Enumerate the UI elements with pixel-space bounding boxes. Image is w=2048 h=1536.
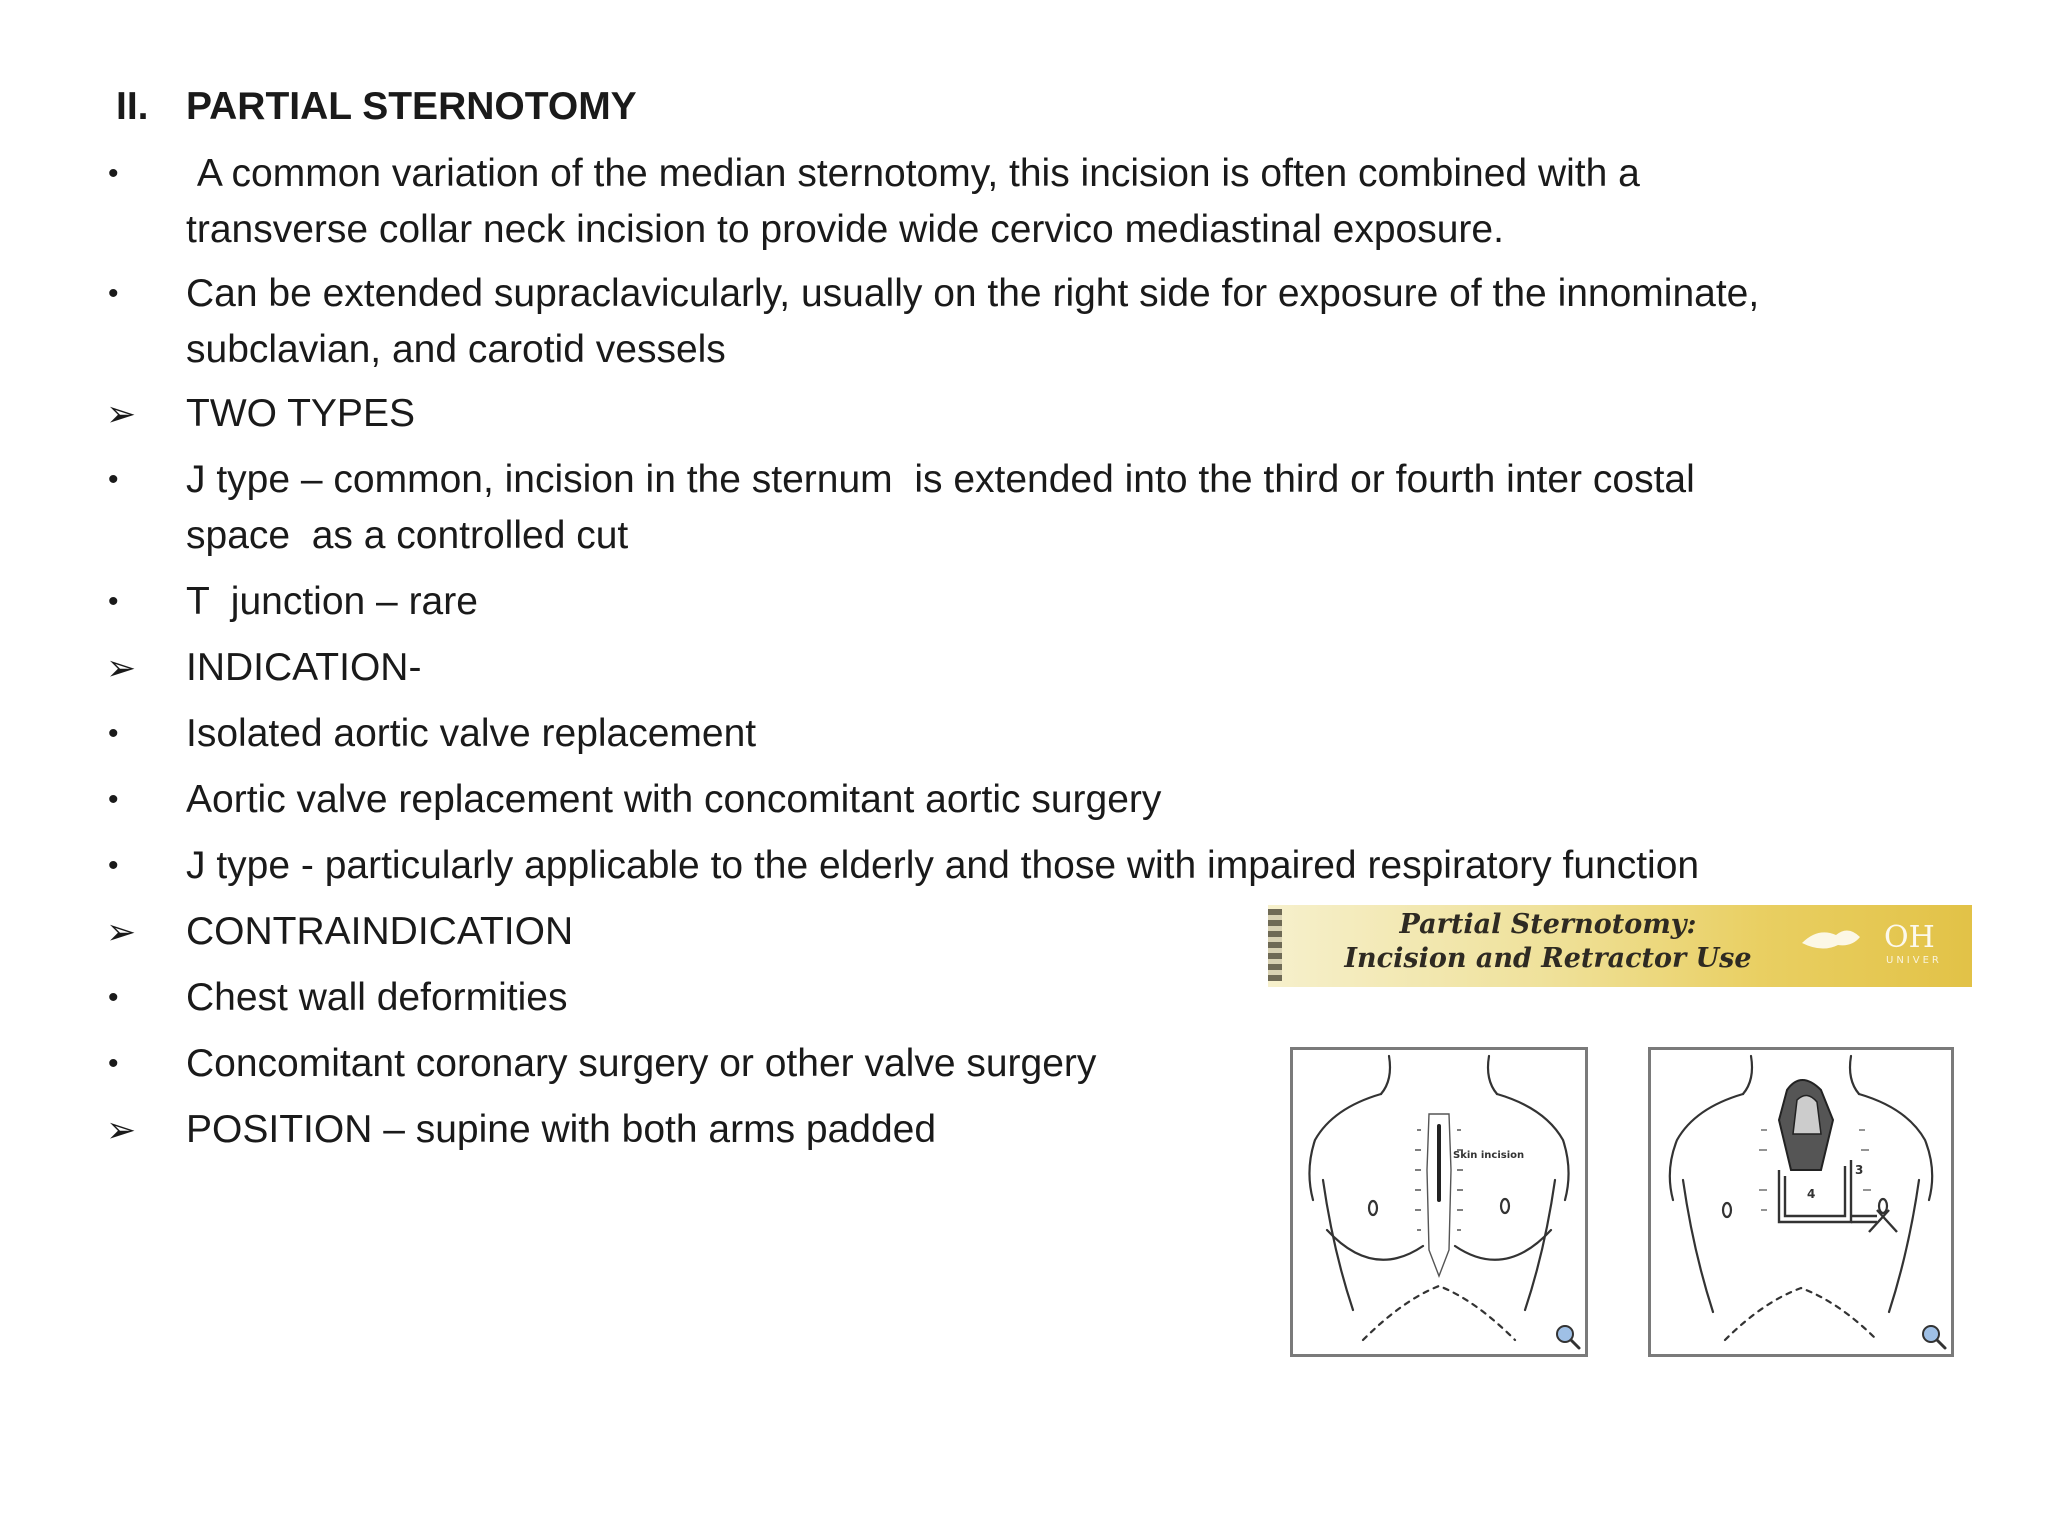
section-number: II. bbox=[116, 85, 149, 128]
bullet-marker: • bbox=[108, 277, 119, 310]
list-item-text: CONTRAINDICATION bbox=[186, 910, 574, 953]
list-item bbox=[104, 706, 1924, 762]
list-item-text: Concomitant coronary surgery or other valve surgery bbox=[186, 1042, 1097, 1085]
bullet-marker: • bbox=[108, 783, 119, 816]
arrow-marker: ➢ bbox=[106, 647, 137, 688]
retractor-panel bbox=[1648, 1047, 1954, 1357]
bullet-marker: • bbox=[108, 463, 119, 496]
figure-banner bbox=[1268, 905, 1972, 987]
figure-title-line2: Incision and Retractor Use bbox=[1344, 943, 1752, 974]
list-item bbox=[104, 146, 1924, 258]
bullet-marker: • bbox=[108, 157, 119, 190]
list-item-text: POSITION – supine with both arms padded bbox=[186, 1108, 937, 1151]
arrow-marker: ➢ bbox=[106, 393, 137, 434]
list-item bbox=[104, 386, 1924, 442]
chest-retractor-drawing bbox=[1651, 1050, 1951, 1354]
list-item-text: Aortic valve replacement with concomitant aortic surgery bbox=[186, 778, 1162, 821]
list-item-text: TWO TYPES bbox=[186, 392, 415, 435]
magnifier-icon bbox=[1923, 1326, 1945, 1348]
skin-incision-label: Skin incision bbox=[1453, 1150, 1525, 1161]
arrow-marker: ➢ bbox=[106, 1109, 137, 1150]
list-item bbox=[104, 574, 1924, 630]
bullet-marker: • bbox=[108, 981, 119, 1014]
skin-incision-panel bbox=[1290, 1047, 1588, 1357]
sternotomy-figure bbox=[1268, 905, 1972, 1375]
list-item bbox=[104, 772, 1924, 828]
list-item-text: J type – common, incision in the sternum is extended into the third or fourth inter costal space as a controlled cut bbox=[186, 458, 1695, 557]
list-item-text: Chest wall deformities bbox=[186, 976, 568, 1019]
arrow-marker: ➢ bbox=[106, 911, 137, 952]
retractor-label-3: 3 bbox=[1855, 1163, 1864, 1177]
logo-text: OH bbox=[1884, 920, 1935, 955]
figure-title-line1: Partial Sternotomy: bbox=[1399, 909, 1697, 940]
chest-skin-incision-drawing bbox=[1293, 1050, 1585, 1354]
section-title: PARTIAL STERNOTOMY bbox=[186, 85, 637, 128]
section-heading bbox=[116, 84, 637, 130]
bullet-marker: • bbox=[108, 849, 119, 882]
list-item-text: T junction – rare bbox=[186, 580, 478, 623]
list-item-text: Isolated aortic valve replacement bbox=[186, 712, 757, 755]
bullet-marker: • bbox=[108, 717, 119, 750]
list-item bbox=[104, 640, 1924, 696]
list-item bbox=[104, 266, 1924, 378]
list-item bbox=[104, 838, 1924, 894]
bullet-marker: • bbox=[108, 1047, 119, 1080]
list-item-text: INDICATION- bbox=[186, 646, 422, 689]
university-logo bbox=[1798, 917, 1972, 977]
list-item-text: Can be extended supraclavicularly, usually on the right side for exposure of the innominate, subclavian, and carotid vessels bbox=[186, 272, 1760, 371]
list-item-text: J type - particularly applicable to the elderly and those with impaired respiratory function bbox=[186, 844, 1700, 887]
list-item-text: A common variation of the median sternotomy, this incision is often combined with a transverse collar neck incision to provide wide cervico mediastinal exposure. bbox=[186, 152, 1640, 251]
magnifier-icon bbox=[1557, 1326, 1579, 1348]
bullet-marker: • bbox=[108, 585, 119, 618]
list-item bbox=[104, 452, 1924, 564]
retractor-label-4: 4 bbox=[1807, 1187, 1816, 1201]
logo-subtext: UNIVER bbox=[1886, 955, 1942, 966]
